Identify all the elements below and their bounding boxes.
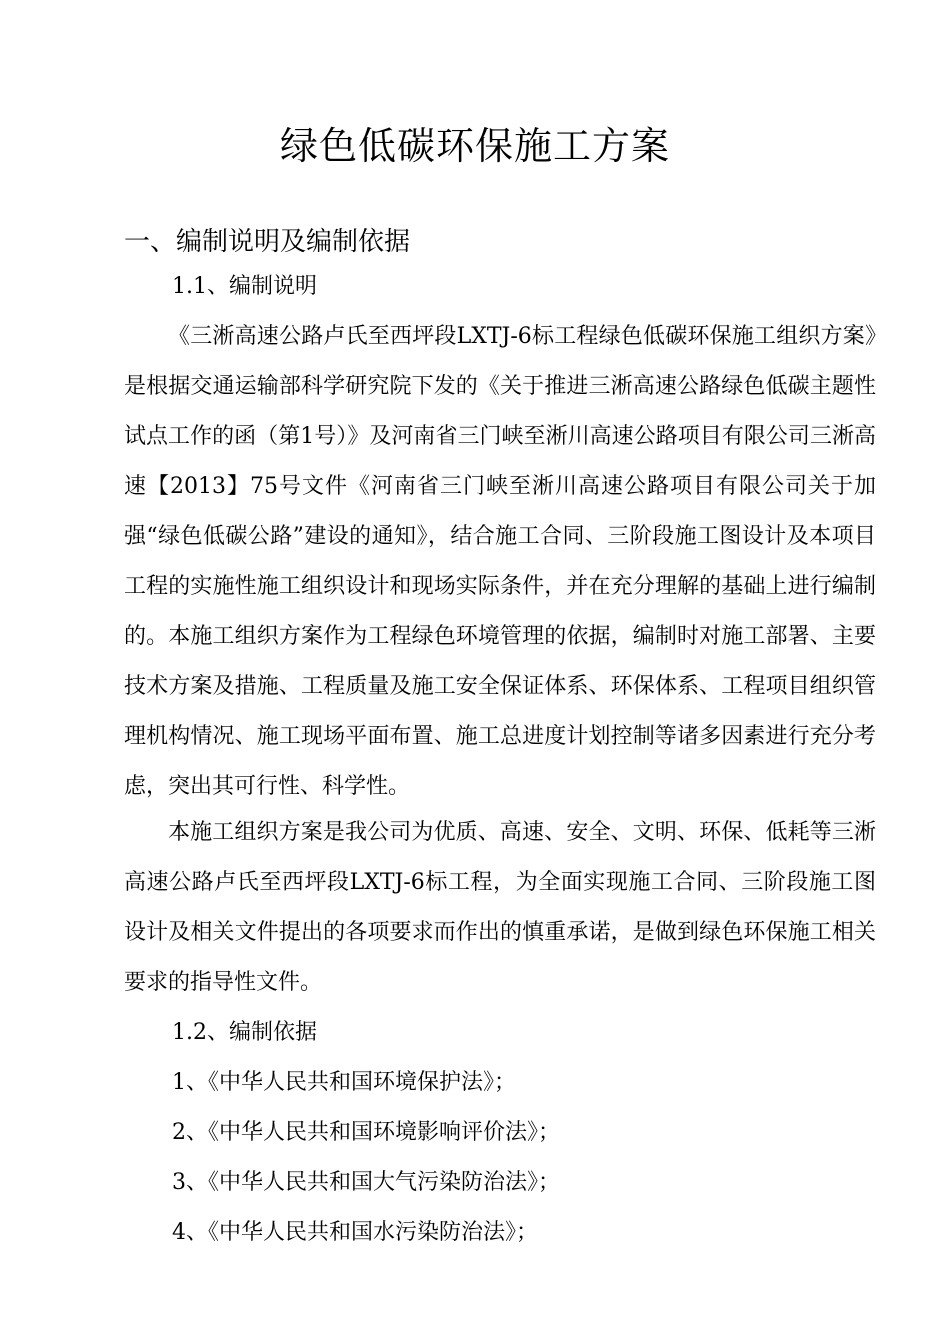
paragraph-description-2: 本施工组织方案是我公司为优质、高速、安全、文明、环保、低耗等三淅高速公路卢氏至西坪段LXTJ-6标工程，为全面实现施工合同、三阶段施工图设计及相关文件提出的各项要求而作出的慎重承诺，是做到绿色环保施工相关要求的指导性文件。 bbox=[124, 820, 876, 995]
basis-list-item: 2、《中华人民共和国环境影响评价法》； bbox=[172, 1120, 560, 1145]
basis-list-item: 3、《中华人民共和国大气污染防治法》； bbox=[172, 1170, 560, 1195]
paragraph-description-1: 《三淅高速公路卢氏至西坪段LXTJ-6标工程绿色低碳环保施工组织方案》是根据交通运输部科学研究院下发的《关于推进三淅高速公路绿色低碳主题性试点工作的函（第1号）》及河南省三门峡至淅川高速公路项目有限公司三淅高速【2013】75号文件《河南省三门峡至淅川高速公路项目有限公司关于加强“绿色低碳公路”建设的通知》，结合施工合同、三阶段施工图设计及本项目工程的实施性施工组织设计和现场实际条件，并在充分理解的基础上进行编制的。本施工组织方案作为工程绿色环境管理的依据，编制时对施工部署、主要技术方案及措施、工程质量及施工安全保证体系、环保体系、工程项目组织管理机构情况、施工现场平面布置、施工总进度计划控制等诸多因素进行充分考虑，突出其可行性、科学性。 bbox=[124, 324, 876, 799]
subsection-heading-1-2: 1.2、编制依据 bbox=[172, 1020, 317, 1045]
section-heading-1: 一、编制说明及编制依据 bbox=[124, 227, 411, 257]
document-title: 绿色低碳环保施工方案 bbox=[279, 124, 670, 168]
basis-list-item: 1、《中华人民共和国环境保护法》； bbox=[172, 1070, 516, 1095]
subsection-heading-1-1: 1.1、编制说明 bbox=[172, 274, 317, 299]
basis-list-item: 4、《中华人民共和国水污染防治法》； bbox=[172, 1220, 538, 1245]
